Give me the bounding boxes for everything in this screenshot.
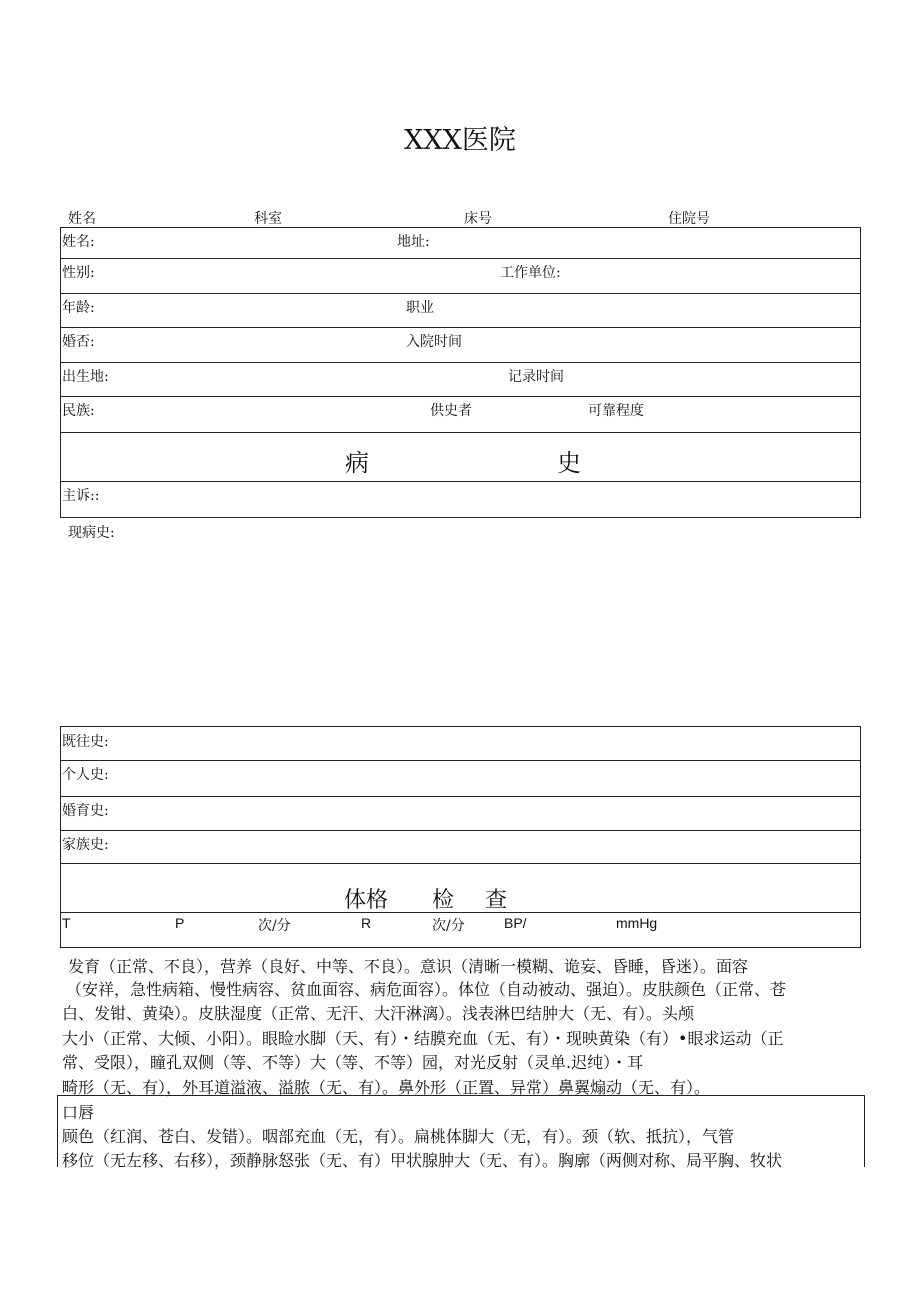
exam-line: 移位（无左移、右移），颈静脉怒张（无、有）甲状腺肿大（无、有）。胸廓（两侧对称、局平胸、牧状 (62, 1151, 783, 1170)
address-field-label: 地址: (397, 234, 430, 250)
exam-line: 发育（正常、不良），营养（良好、中等、不良）。意识（清晰一模糊、诡妄、昏睡，昏迷）。面容 (68, 957, 749, 976)
birthplace-field-label: 出生地: (62, 369, 109, 385)
exam-line: 畸形（无、有），外耳道溢液、溢脓（无、有）。鼻外形（正置、异常）鼻翼煽动（无、有）。 (62, 1078, 711, 1097)
vital-per-min-2: 次/分 (432, 918, 465, 934)
header-admission-no-label: 住院号 (668, 211, 710, 227)
vital-t-label: T (62, 915, 71, 931)
record-time-field-label: 记录时间 (508, 369, 564, 385)
exam-title-3: 查 (485, 888, 508, 913)
exam-line: 大小（正常、大倾、小阳）。眼睑水脚（天、有）・结膜充血（无、有）・现映黄染（有）•眼求运动（正 (62, 1029, 784, 1048)
vital-per-min-1: 次/分 (258, 918, 291, 934)
vital-mmhg-label: mmHg (616, 915, 658, 931)
vital-r-label: R (361, 915, 372, 931)
informant-field-label: 供史者 (430, 403, 472, 419)
name-field-label: 姓名: (62, 234, 95, 250)
workplace-field-label: 工作单位: (500, 265, 561, 281)
vital-bp-label: BP/ (504, 915, 527, 931)
history-title-1: 病 (345, 449, 369, 477)
past-history-label: 既往史: (62, 734, 109, 750)
exam-line: 常、受限），瞳孔双侧（等、不等）大（等、不等）园，对光反射（灵单.迟纯）・耳 (62, 1053, 644, 1072)
exam-line: （安祥，急性病箱、慢性病容、贫血面容、病危面容）。体位（自动被动、强迫）。皮肤颜色（正常、苍 (66, 980, 787, 999)
info-table (60, 227, 861, 518)
admit-time-field-label: 入院时间 (406, 334, 462, 350)
reliability-field-label: 可靠程度 (588, 403, 644, 419)
chief-complaint-label: 主诉:: (62, 488, 100, 504)
age-field-label: 年龄: (62, 300, 95, 316)
history-title-2: 史 (557, 449, 581, 477)
family-history-label: 家族史: (62, 837, 109, 853)
header-name-label: 姓名 (68, 211, 96, 227)
marital-history-label: 婚育史: (62, 803, 109, 819)
lips-label: 口唇 (62, 1103, 95, 1122)
exam-line: 白、发钳、黄染）。皮肤湿度（正常、无汗、大汗淋漓）。浅表淋巴结肿大（无、有）。头颅 (62, 1004, 695, 1023)
hospital-title: XXX医院 (404, 125, 516, 156)
exam-line: 顾色（红润、苍白、发错）。咽部充血（无，有）。扁桃体脚大（无，有）。颈（软、抵抗），气管 (62, 1127, 735, 1146)
gender-field-label: 性别: (62, 265, 95, 281)
ethnicity-field-label: 民族: (62, 403, 95, 419)
marital-field-label: 婚否: (62, 334, 95, 350)
header-bed-label: 床号 (464, 211, 492, 227)
present-illness-label: 现病史: (68, 525, 115, 541)
personal-history-label: 个人史: (62, 767, 109, 783)
exam-title-1: 体格 (344, 888, 389, 913)
header-dept-label: 科室 (254, 211, 282, 227)
exam-title-2: 检 (432, 888, 455, 913)
occupation-field-label: 职业 (406, 300, 434, 316)
vital-p-label: P (175, 915, 185, 931)
